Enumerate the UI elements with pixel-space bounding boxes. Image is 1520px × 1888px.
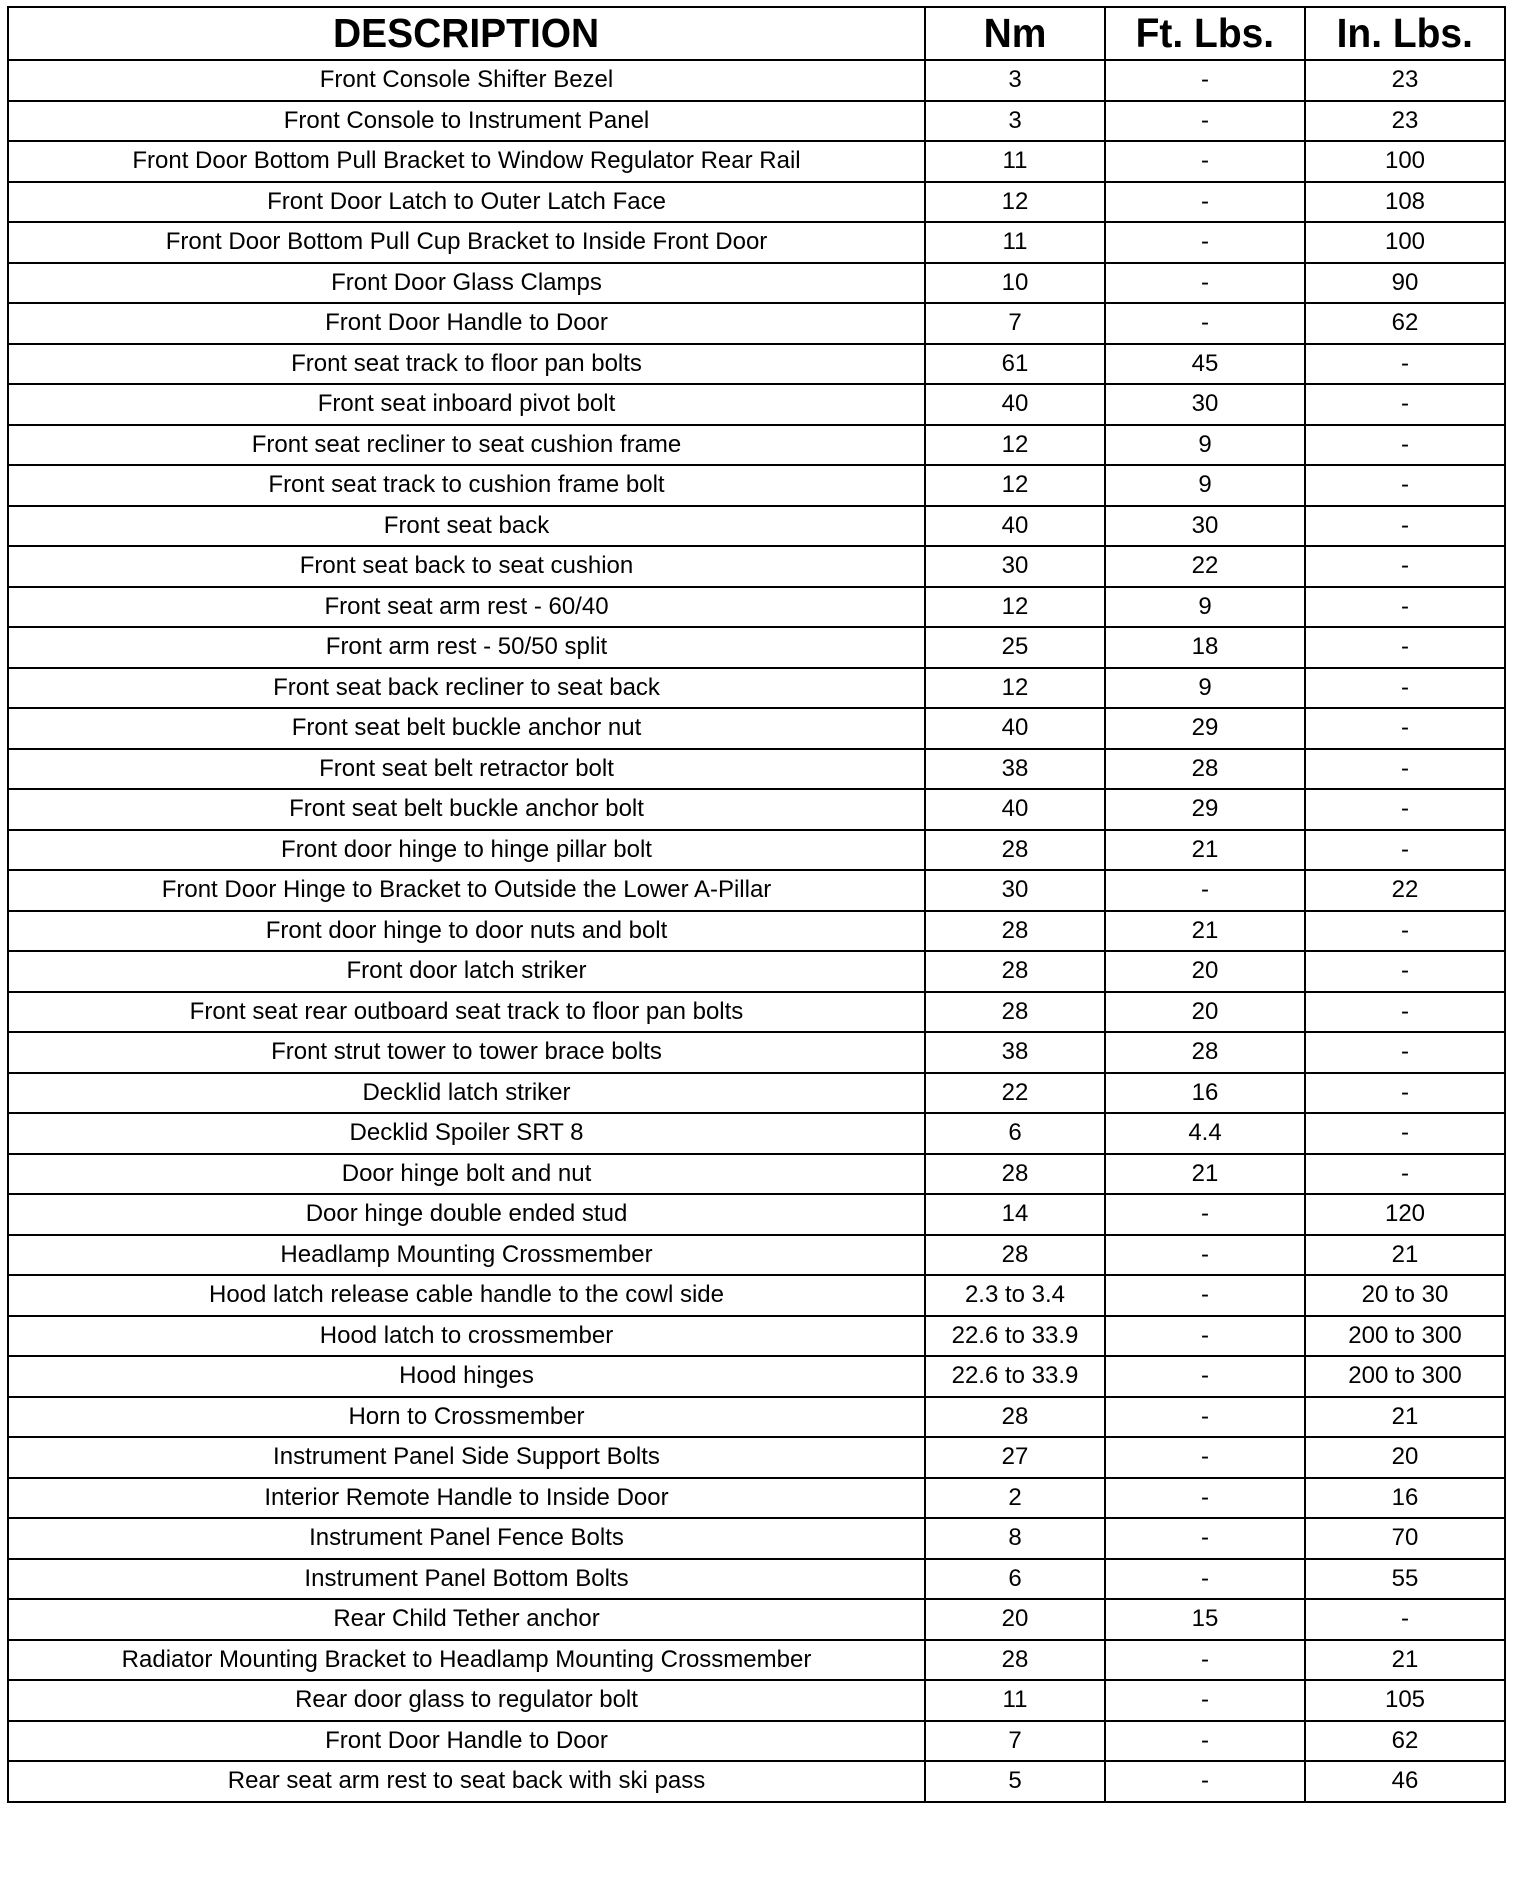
- cell-ft-lbs: -: [1105, 1437, 1305, 1478]
- cell-description: Door hinge double ended stud: [8, 1194, 925, 1235]
- cell-nm: 14: [925, 1194, 1105, 1235]
- table-row: [8, 911, 1505, 952]
- cell-in-lbs: -: [1305, 992, 1505, 1033]
- cell-ft-lbs: 9: [1105, 668, 1305, 709]
- table-row: [8, 1235, 1505, 1276]
- cell-in-lbs: 200 to 300: [1305, 1316, 1505, 1357]
- cell-description: Decklid latch striker: [8, 1073, 925, 1114]
- cell-in-lbs: -: [1305, 344, 1505, 385]
- cell-ft-lbs: 22: [1105, 546, 1305, 587]
- table-row: [8, 384, 1505, 425]
- cell-ft-lbs: 30: [1105, 384, 1305, 425]
- table-row: [8, 303, 1505, 344]
- cell-in-lbs: 120: [1305, 1194, 1505, 1235]
- cell-ft-lbs: 21: [1105, 830, 1305, 871]
- cell-description: Front arm rest - 50/50 split: [8, 627, 925, 668]
- cell-nm: 40: [925, 708, 1105, 749]
- cell-nm: 38: [925, 749, 1105, 790]
- cell-nm: 8: [925, 1518, 1105, 1559]
- cell-ft-lbs: 30: [1105, 506, 1305, 547]
- cell-description: Instrument Panel Bottom Bolts: [8, 1559, 925, 1600]
- cell-description: Front Door Latch to Outer Latch Face: [8, 182, 925, 223]
- cell-in-lbs: 20: [1305, 1437, 1505, 1478]
- cell-nm: 3: [925, 60, 1105, 101]
- cell-description: Front seat arm rest - 60/40: [8, 587, 925, 628]
- table-row: [8, 951, 1505, 992]
- cell-description: Hood hinges: [8, 1356, 925, 1397]
- cell-ft-lbs: 28: [1105, 1032, 1305, 1073]
- cell-ft-lbs: 9: [1105, 587, 1305, 628]
- cell-description: Front Console Shifter Bezel: [8, 60, 925, 101]
- cell-in-lbs: -: [1305, 951, 1505, 992]
- table-row: [8, 1073, 1505, 1114]
- table-row: [8, 1721, 1505, 1762]
- cell-description: Rear seat arm rest to seat back with ski pass: [8, 1761, 925, 1802]
- table-row: [8, 465, 1505, 506]
- cell-ft-lbs: -: [1105, 303, 1305, 344]
- cell-nm: 2: [925, 1478, 1105, 1519]
- cell-ft-lbs: -: [1105, 1275, 1305, 1316]
- cell-nm: 11: [925, 1680, 1105, 1721]
- cell-nm: 22: [925, 1073, 1105, 1114]
- cell-in-lbs: -: [1305, 425, 1505, 466]
- table-row: [8, 182, 1505, 223]
- cell-nm: 12: [925, 587, 1105, 628]
- cell-nm: 2.3 to 3.4: [925, 1275, 1105, 1316]
- cell-ft-lbs: 28: [1105, 749, 1305, 790]
- cell-nm: 6: [925, 1113, 1105, 1154]
- cell-in-lbs: 46: [1305, 1761, 1505, 1802]
- cell-ft-lbs: -: [1105, 1721, 1305, 1762]
- header-nm: Nm: [925, 7, 1105, 60]
- cell-in-lbs: 22: [1305, 870, 1505, 911]
- cell-nm: 12: [925, 182, 1105, 223]
- table-row: [8, 749, 1505, 790]
- cell-description: Rear door glass to regulator bolt: [8, 1680, 925, 1721]
- cell-in-lbs: 62: [1305, 1721, 1505, 1762]
- cell-in-lbs: -: [1305, 627, 1505, 668]
- table-row: [8, 627, 1505, 668]
- cell-ft-lbs: -: [1105, 1194, 1305, 1235]
- table-row: [8, 101, 1505, 142]
- table-row: [8, 1275, 1505, 1316]
- cell-in-lbs: -: [1305, 587, 1505, 628]
- table-row: [8, 1761, 1505, 1802]
- table-row: [8, 1356, 1505, 1397]
- cell-nm: 61: [925, 344, 1105, 385]
- cell-in-lbs: 21: [1305, 1640, 1505, 1681]
- table-row: [8, 1518, 1505, 1559]
- cell-in-lbs: -: [1305, 506, 1505, 547]
- cell-nm: 28: [925, 992, 1105, 1033]
- cell-in-lbs: 23: [1305, 60, 1505, 101]
- cell-ft-lbs: 20: [1105, 992, 1305, 1033]
- cell-description: Instrument Panel Fence Bolts: [8, 1518, 925, 1559]
- cell-nm: 38: [925, 1032, 1105, 1073]
- cell-nm: 11: [925, 141, 1105, 182]
- cell-description: Front Door Handle to Door: [8, 303, 925, 344]
- cell-description: Decklid Spoiler SRT 8: [8, 1113, 925, 1154]
- cell-description: Door hinge bolt and nut: [8, 1154, 925, 1195]
- table-row: [8, 1680, 1505, 1721]
- header-description: DESCRIPTION: [8, 7, 925, 60]
- cell-description: Front Door Bottom Pull Cup Bracket to Inside Front Door: [8, 222, 925, 263]
- cell-ft-lbs: 29: [1105, 789, 1305, 830]
- cell-ft-lbs: -: [1105, 1397, 1305, 1438]
- cell-nm: 30: [925, 870, 1105, 911]
- cell-description: Interior Remote Handle to Inside Door: [8, 1478, 925, 1519]
- cell-ft-lbs: -: [1105, 1356, 1305, 1397]
- cell-ft-lbs: -: [1105, 1235, 1305, 1276]
- cell-nm: 12: [925, 425, 1105, 466]
- torque-spec-table: [7, 6, 1506, 1803]
- cell-nm: 11: [925, 222, 1105, 263]
- cell-nm: 40: [925, 789, 1105, 830]
- cell-nm: 25: [925, 627, 1105, 668]
- cell-ft-lbs: -: [1105, 1316, 1305, 1357]
- cell-description: Front Door Glass Clamps: [8, 263, 925, 304]
- cell-nm: 28: [925, 1235, 1105, 1276]
- cell-ft-lbs: 29: [1105, 708, 1305, 749]
- cell-in-lbs: 62: [1305, 303, 1505, 344]
- cell-in-lbs: -: [1305, 749, 1505, 790]
- cell-description: Instrument Panel Side Support Bolts: [8, 1437, 925, 1478]
- table-row: [8, 141, 1505, 182]
- cell-ft-lbs: 18: [1105, 627, 1305, 668]
- cell-ft-lbs: -: [1105, 101, 1305, 142]
- cell-description: Hood latch to crossmember: [8, 1316, 925, 1357]
- cell-in-lbs: -: [1305, 789, 1505, 830]
- cell-in-lbs: 105: [1305, 1680, 1505, 1721]
- table-row: [8, 60, 1505, 101]
- cell-nm: 28: [925, 830, 1105, 871]
- table-row: [8, 1559, 1505, 1600]
- cell-in-lbs: -: [1305, 1113, 1505, 1154]
- table-row: [8, 425, 1505, 466]
- cell-in-lbs: -: [1305, 384, 1505, 425]
- cell-nm: 40: [925, 384, 1105, 425]
- cell-description: Headlamp Mounting Crossmember: [8, 1235, 925, 1276]
- cell-nm: 28: [925, 1154, 1105, 1195]
- cell-nm: 12: [925, 465, 1105, 506]
- header-in-lbs: In. Lbs.: [1305, 7, 1505, 60]
- cell-in-lbs: -: [1305, 1073, 1505, 1114]
- table-body: [8, 60, 1505, 1802]
- table-row: [8, 668, 1505, 709]
- cell-nm: 20: [925, 1599, 1105, 1640]
- cell-in-lbs: 200 to 300: [1305, 1356, 1505, 1397]
- cell-in-lbs: 20 to 30: [1305, 1275, 1505, 1316]
- cell-in-lbs: -: [1305, 465, 1505, 506]
- cell-description: Front seat belt buckle anchor nut: [8, 708, 925, 749]
- cell-nm: 27: [925, 1437, 1105, 1478]
- cell-ft-lbs: 15: [1105, 1599, 1305, 1640]
- cell-ft-lbs: -: [1105, 1559, 1305, 1600]
- cell-ft-lbs: -: [1105, 870, 1305, 911]
- table-row: [8, 1437, 1505, 1478]
- cell-ft-lbs: -: [1105, 1478, 1305, 1519]
- cell-ft-lbs: 4.4: [1105, 1113, 1305, 1154]
- cell-ft-lbs: 9: [1105, 465, 1305, 506]
- cell-description: Front seat back recliner to seat back: [8, 668, 925, 709]
- cell-nm: 7: [925, 1721, 1105, 1762]
- cell-description: Radiator Mounting Bracket to Headlamp Mounting Crossmember: [8, 1640, 925, 1681]
- cell-nm: 6: [925, 1559, 1105, 1600]
- cell-nm: 40: [925, 506, 1105, 547]
- cell-in-lbs: -: [1305, 830, 1505, 871]
- cell-in-lbs: 23: [1305, 101, 1505, 142]
- table-row: [8, 1397, 1505, 1438]
- table-row: [8, 506, 1505, 547]
- cell-nm: 28: [925, 1640, 1105, 1681]
- cell-ft-lbs: -: [1105, 1761, 1305, 1802]
- cell-description: Front seat inboard pivot bolt: [8, 384, 925, 425]
- cell-description: Front strut tower to tower brace bolts: [8, 1032, 925, 1073]
- cell-description: Horn to Crossmember: [8, 1397, 925, 1438]
- cell-description: Front seat rear outboard seat track to floor pan bolts: [8, 992, 925, 1033]
- cell-ft-lbs: -: [1105, 1518, 1305, 1559]
- cell-nm: 7: [925, 303, 1105, 344]
- table-row: [8, 1478, 1505, 1519]
- cell-description: Rear Child Tether anchor: [8, 1599, 925, 1640]
- cell-in-lbs: 55: [1305, 1559, 1505, 1600]
- cell-description: Front seat back: [8, 506, 925, 547]
- cell-description: Front door hinge to door nuts and bolt: [8, 911, 925, 952]
- cell-in-lbs: -: [1305, 1154, 1505, 1195]
- cell-description: Front seat back to seat cushion: [8, 546, 925, 587]
- table-row: [8, 546, 1505, 587]
- cell-in-lbs: 21: [1305, 1397, 1505, 1438]
- cell-description: Hood latch release cable handle to the cowl side: [8, 1275, 925, 1316]
- cell-in-lbs: 100: [1305, 141, 1505, 182]
- table-row: [8, 1194, 1505, 1235]
- cell-ft-lbs: -: [1105, 182, 1305, 223]
- table-header: [8, 7, 1505, 60]
- table-row: [8, 587, 1505, 628]
- cell-in-lbs: -: [1305, 546, 1505, 587]
- table-row: [8, 708, 1505, 749]
- cell-ft-lbs: 45: [1105, 344, 1305, 385]
- cell-ft-lbs: -: [1105, 222, 1305, 263]
- table-row: [8, 344, 1505, 385]
- cell-in-lbs: 100: [1305, 222, 1505, 263]
- cell-ft-lbs: -: [1105, 60, 1305, 101]
- cell-description: Front seat belt buckle anchor bolt: [8, 789, 925, 830]
- cell-ft-lbs: 21: [1105, 1154, 1305, 1195]
- cell-in-lbs: -: [1305, 668, 1505, 709]
- cell-in-lbs: 108: [1305, 182, 1505, 223]
- cell-ft-lbs: -: [1105, 141, 1305, 182]
- cell-ft-lbs: 21: [1105, 911, 1305, 952]
- header-row: [8, 7, 1505, 60]
- cell-in-lbs: 21: [1305, 1235, 1505, 1276]
- cell-nm: 12: [925, 668, 1105, 709]
- cell-description: Front Console to Instrument Panel: [8, 101, 925, 142]
- cell-ft-lbs: -: [1105, 1680, 1305, 1721]
- cell-in-lbs: 70: [1305, 1518, 1505, 1559]
- cell-in-lbs: -: [1305, 1032, 1505, 1073]
- cell-nm: 22.6 to 33.9: [925, 1356, 1105, 1397]
- cell-description: Front Door Hinge to Bracket to Outside the Lower A-Pillar: [8, 870, 925, 911]
- header-ft-lbs: Ft. Lbs.: [1105, 7, 1305, 60]
- cell-description: Front seat track to cushion frame bolt: [8, 465, 925, 506]
- cell-nm: 28: [925, 911, 1105, 952]
- cell-nm: 28: [925, 951, 1105, 992]
- cell-description: Front Door Handle to Door: [8, 1721, 925, 1762]
- cell-in-lbs: -: [1305, 911, 1505, 952]
- table-row: [8, 870, 1505, 911]
- table-row: [8, 1640, 1505, 1681]
- table-row: [8, 1599, 1505, 1640]
- cell-ft-lbs: 16: [1105, 1073, 1305, 1114]
- cell-nm: 22.6 to 33.9: [925, 1316, 1105, 1357]
- cell-nm: 28: [925, 1397, 1105, 1438]
- cell-nm: 10: [925, 263, 1105, 304]
- table-row: [8, 830, 1505, 871]
- cell-ft-lbs: -: [1105, 263, 1305, 304]
- table-row: [8, 222, 1505, 263]
- table-row: [8, 1316, 1505, 1357]
- cell-description: Front seat belt retractor bolt: [8, 749, 925, 790]
- cell-ft-lbs: 20: [1105, 951, 1305, 992]
- table-row: [8, 1032, 1505, 1073]
- cell-nm: 5: [925, 1761, 1105, 1802]
- table-row: [8, 789, 1505, 830]
- table-row: [8, 1113, 1505, 1154]
- cell-in-lbs: 90: [1305, 263, 1505, 304]
- cell-in-lbs: -: [1305, 708, 1505, 749]
- cell-description: Front Door Bottom Pull Bracket to Window Regulator Rear Rail: [8, 141, 925, 182]
- cell-description: Front door hinge to hinge pillar bolt: [8, 830, 925, 871]
- cell-nm: 30: [925, 546, 1105, 587]
- cell-nm: 3: [925, 101, 1105, 142]
- table-row: [8, 992, 1505, 1033]
- cell-ft-lbs: 9: [1105, 425, 1305, 466]
- cell-description: Front seat recliner to seat cushion frame: [8, 425, 925, 466]
- cell-description: Front door latch striker: [8, 951, 925, 992]
- table-row: [8, 1154, 1505, 1195]
- cell-ft-lbs: -: [1105, 1640, 1305, 1681]
- table-row: [8, 263, 1505, 304]
- cell-in-lbs: 16: [1305, 1478, 1505, 1519]
- cell-description: Front seat track to floor pan bolts: [8, 344, 925, 385]
- cell-in-lbs: -: [1305, 1599, 1505, 1640]
